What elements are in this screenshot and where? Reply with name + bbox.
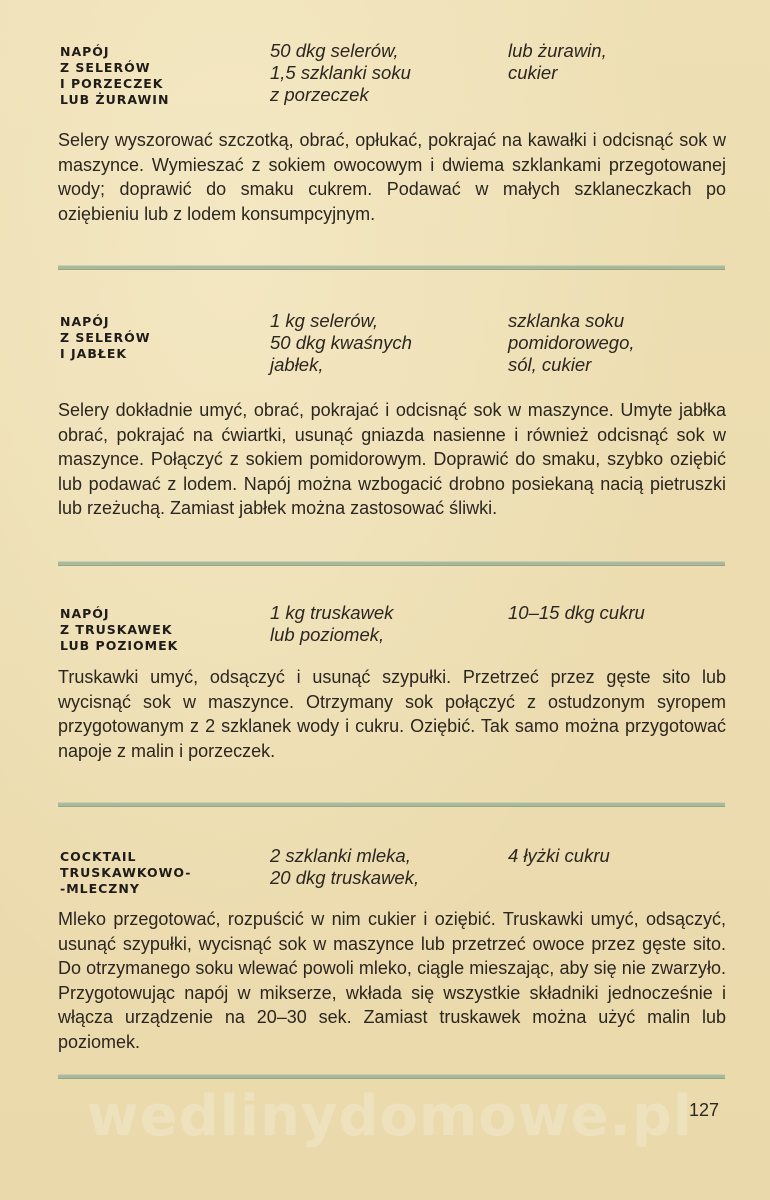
watermark: wedlinydomowe.pl (86, 1084, 694, 1149)
ingredients-column-1: 50 dkg selerów, 1,5 szklanki soku z porzeczek (270, 40, 411, 105)
recipe-instructions: Selery wyszorować szczotką, obrać, opłukać, pokrajać na kawałki i odcisnąć sok w maszynce. Wymieszać z sokiem owocowym i dwiema szklankami przegotowanej wody; doprawić do smaku cukrem. Podawać w małych szklaneczkach po oziębieniu lub z lodem konsumpcyjnym. (58, 130, 726, 224)
recipe-instructions: Mleko przegotować, rozpuścić w nim cukier i oziębić. Truskawki umyć, odsączyć, usunąć szypułki, wycisnąć sok w maszynce lub przetrzeć owoce przez gęste sito. Do otrzymanego soku wlewać powoli mleko, ciągle mieszając, aby się nie zwarzyło. Przygotowując napój w mikserze, wkłada się wszystkie składniki jednocześnie i włącza urządzenie na 20–30 sek. Zamiast truskawek można użyć malin lub poziomek. (58, 909, 726, 1052)
recipe-cocktail-truskawkowo-mleczny (58, 845, 726, 1052)
recipe-title: NAPÓJ Z SELERÓW I JABŁEK (60, 314, 151, 361)
recipe-title: NAPÓJ Z TRUSKAWEK LUB POZIOMEK (60, 606, 179, 653)
ingredients-column-2: lub żurawin, cukier (508, 40, 607, 83)
ingredients-column-1: 1 kg truskawek lub poziomek, (270, 602, 394, 645)
recipe-instructions: Truskawki umyć, odsączyć i usunąć szypułki. Przetrzeć przez gęste sito lub wycisnąć sok w maszynce. Otrzymany sok połączyć z ostudzonym syropem przygotowanym z 2 szklanek wody i cukru. Oziębić. Tak samo można przygotować napoje z malin i porzeczek. (58, 667, 726, 761)
recipe-title: COCKTAIL TRUSKAWKOWO- -MLECZNY (60, 849, 192, 896)
recipe-napoj-z-selerow-i-porzeczek (58, 40, 726, 224)
section-divider (58, 1074, 725, 1079)
recipe-title: NAPÓJ Z SELERÓW I PORZECZEK LUB ŻURAWIN (60, 44, 170, 107)
ingredients-column-2: 4 łyżki cukru (508, 845, 610, 866)
page-number: 127 (689, 1100, 720, 1120)
section-divider (58, 265, 725, 270)
ingredients-column-2: szklanka soku pomidorowego, sól, cukier (508, 310, 635, 375)
ingredients-column-1: 2 szklanki mleka, 20 dkg truskawek, (270, 845, 420, 888)
recipe-napoj-z-selerow-i-jablek (58, 310, 726, 518)
section-divider (58, 561, 725, 566)
recipe-instructions: Selery dokładnie umyć, obrać, pokrajać i odcisnąć sok w maszynce. Umyte jabłka obrać, pokrajać na ćwiartki, usunąć gniazda nasienne i również odcisnąć sok w maszynce. Połączyć z sokiem pomidorowym. Doprawić do smaku, szybko oziębić lub podawać z lodem. Napój można wzbogacić drobno posiekaną nacią pietruszki lub rzeżuchą. Zamiast jabłek można zastosować śliwki. (58, 400, 726, 518)
ingredients-column-1: 1 kg selerów, 50 dkg kwaśnych jabłek, (270, 310, 412, 375)
recipe-napoj-z-truskawek (58, 602, 726, 761)
ingredients-column-2: 10–15 dkg cukru (508, 602, 645, 623)
section-divider (58, 802, 725, 807)
